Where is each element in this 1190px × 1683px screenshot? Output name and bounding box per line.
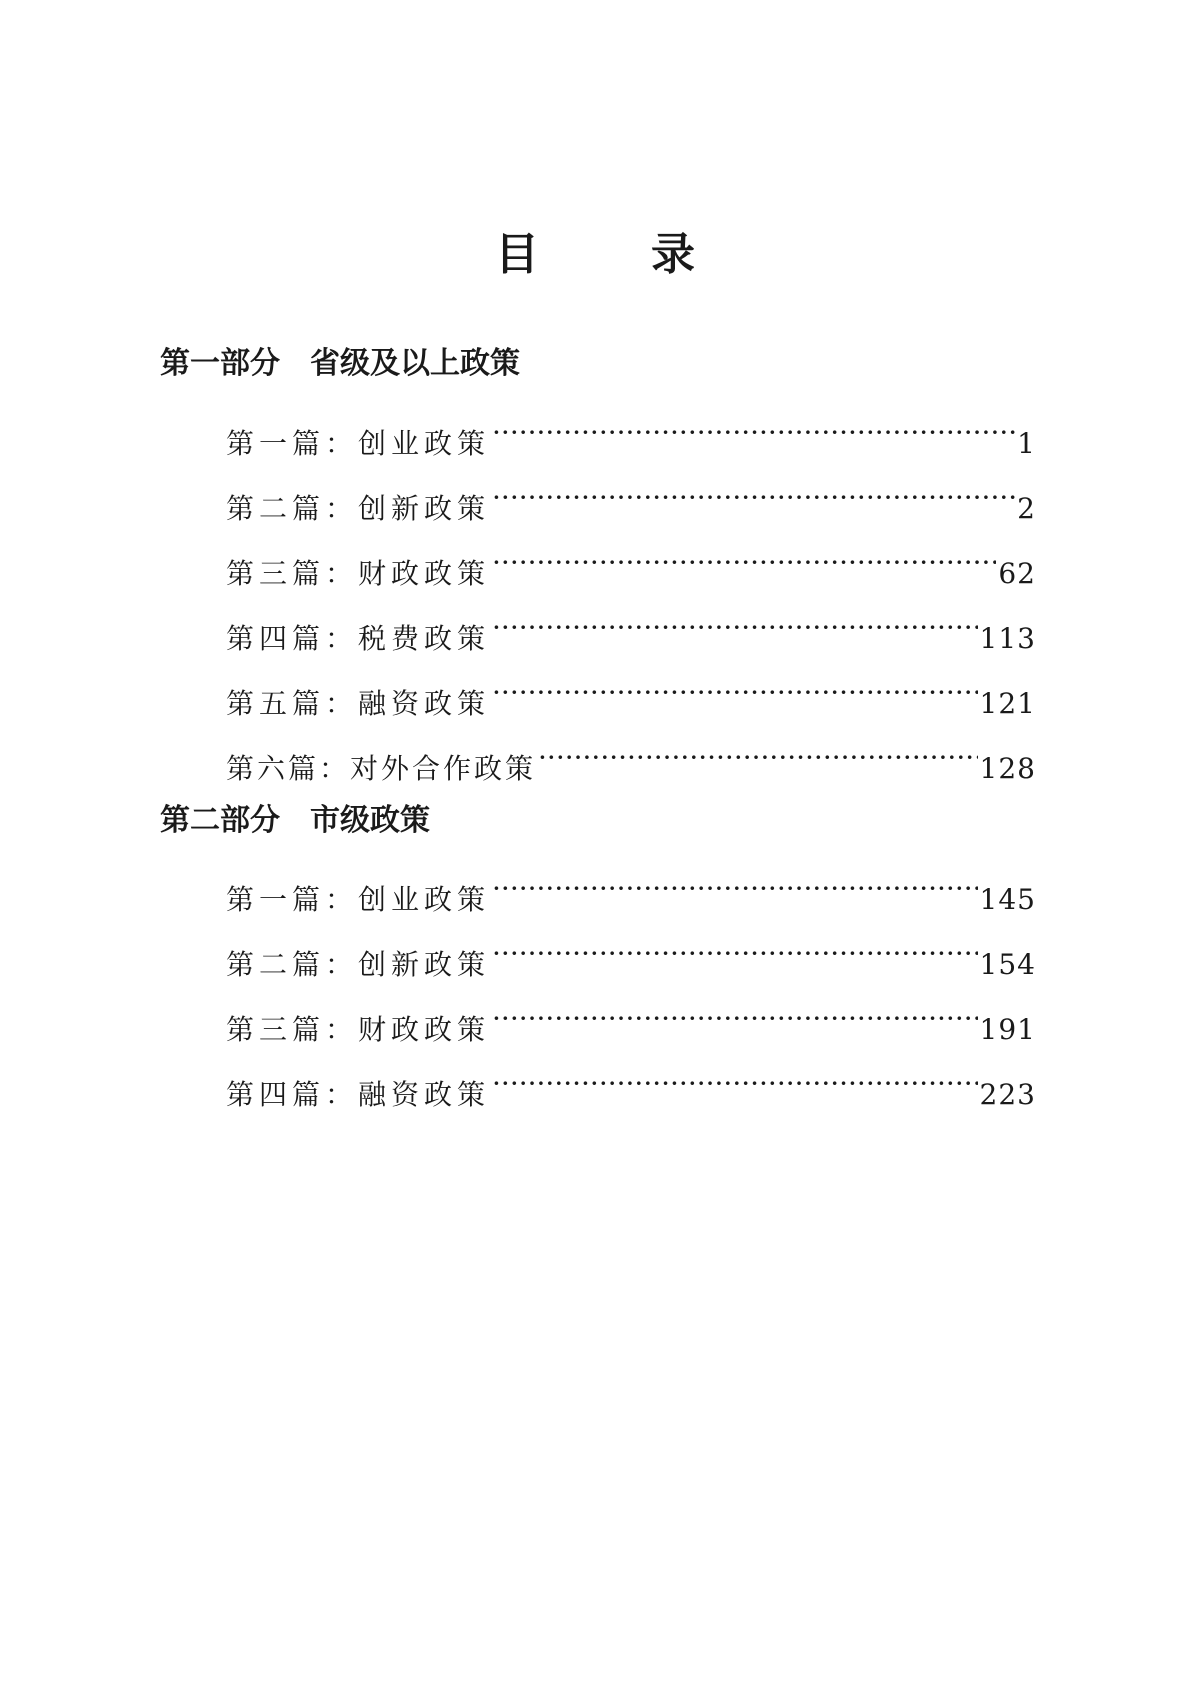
toc-entry-label: 第三篇：财政政策 (226, 1013, 491, 1046)
toc-entry-label: 第四篇：税费政策 (226, 622, 491, 655)
toc-entry-page: 121 (979, 687, 1036, 720)
dot-leader (492, 673, 978, 713)
toc-entry-page: 223 (979, 1078, 1036, 1111)
toc-entry[interactable] (226, 608, 1036, 655)
toc-entry[interactable] (226, 673, 1036, 720)
toc-entry-page: 145 (979, 883, 1036, 916)
page-title: 目 录 (495, 229, 729, 280)
toc-entry[interactable] (226, 543, 1036, 590)
toc-entry[interactable] (226, 738, 1036, 785)
dot-leader (492, 413, 1015, 453)
part-heading: 第二部分 市级政策 (160, 803, 430, 838)
toc-entry-label: 第一篇：创业政策 (226, 427, 491, 460)
toc-entry-page: 113 (979, 622, 1036, 655)
toc-entry-label: 第三篇：财政政策 (226, 557, 491, 590)
dot-leader (492, 543, 996, 583)
dot-leader (492, 478, 1015, 518)
toc-entry[interactable] (226, 999, 1036, 1046)
toc-entry[interactable] (226, 1064, 1036, 1111)
toc-entry-page: 2 (1017, 492, 1036, 525)
dot-leader (492, 934, 978, 974)
dot-leader (492, 608, 978, 648)
toc-entry-page: 62 (998, 557, 1036, 590)
toc-entry-label: 第五篇：融资政策 (226, 687, 491, 720)
toc-entry-label: 第四篇：融资政策 (226, 1078, 491, 1111)
part-heading: 第一部分 省级及以上政策 (160, 346, 520, 381)
dot-leader (492, 869, 978, 909)
toc-entry[interactable] (226, 934, 1036, 981)
toc-entry-label: 第二篇：创新政策 (226, 492, 491, 525)
toc-entry-label: 第一篇：创业政策 (226, 883, 491, 916)
toc-entry-page: 128 (979, 752, 1036, 785)
toc-entry[interactable] (226, 869, 1036, 916)
dot-leader (492, 999, 978, 1039)
dot-leader (492, 1064, 978, 1104)
dot-leader (538, 738, 978, 778)
toc-entry-label: 第二篇：创新政策 (226, 948, 491, 981)
toc-entry-page: 1 (1017, 427, 1036, 460)
toc-entry-label: 第六篇：对外合作政策 (226, 752, 537, 785)
toc-entry-page: 154 (979, 948, 1036, 981)
toc-entry[interactable] (226, 478, 1036, 525)
toc-entry-page: 191 (979, 1013, 1036, 1046)
toc-entry[interactable] (226, 413, 1036, 460)
